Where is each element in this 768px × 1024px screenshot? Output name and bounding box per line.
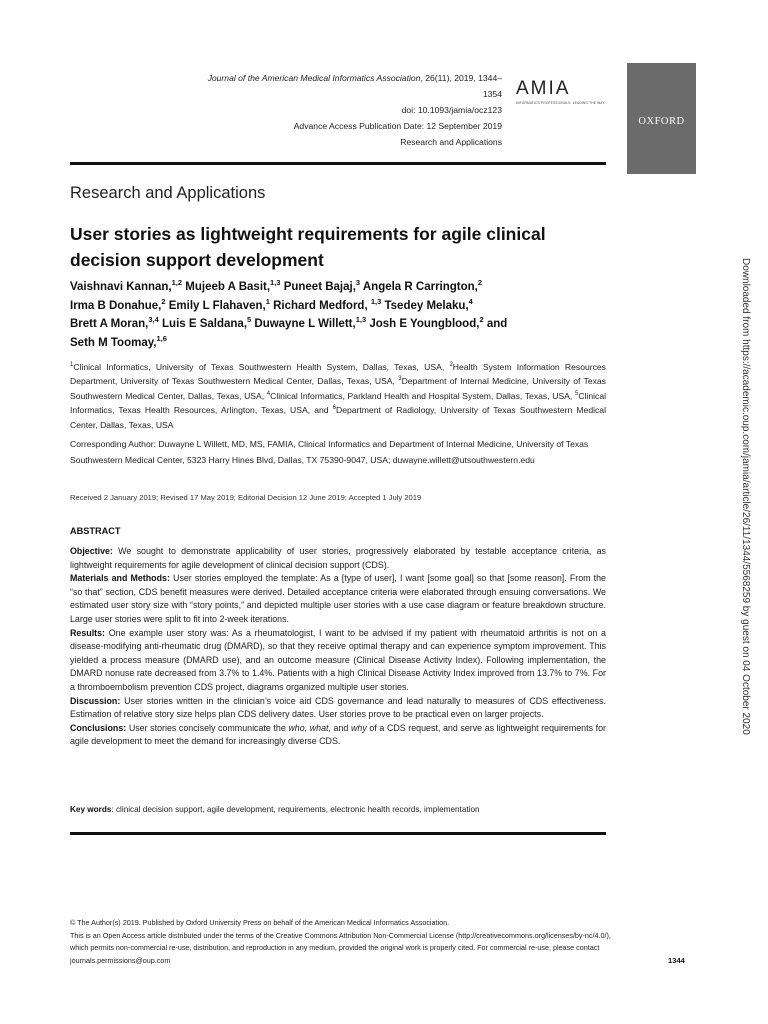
conclusions-text-a: User stories concisely communicate the <box>126 722 289 733</box>
objective-text: We sought to demonstrate applicability of user stories, progressively elaborated by testable acceptance criteria, as lightweight requirements for agile development of clinical decision support (CDS). <box>70 546 606 570</box>
results-text: One example user story was: As a rheumatologist, I want to be advised if my patient with rheumatoid arthritis is not on a disease-modifying anti-rheumatic drug (DMARD), so that they receive optimal therapy and can experience symptom improvement. This yielded a process measure (DMARD use), and an outcome measure (Clinical Disease Activity Index). Following implementation, the DMARD nonuse rate decreased from 3.7% to 1.4%. Patients with a high Clinical Disease Activity Index improved from 13.7% to 7%. For a thromboembolism prevention CDS project, diagrams organized multiple user stories. <box>70 627 606 692</box>
conclusions-text-c: of a CDS request, and serve as lightweight requirements for agile development to meet the demand for increasingly diverse CDS. <box>70 722 606 747</box>
permissions-email[interactable]: journals.permissions@oup.com <box>70 955 171 965</box>
abstract-objective <box>70 545 606 572</box>
affiliation-marker: 6 <box>332 405 336 412</box>
author-name: and <box>486 318 508 330</box>
author-name: Emily L Flahaven, <box>168 299 266 312</box>
abstract-body <box>70 545 606 749</box>
author-affiliation-marker: 5 <box>247 315 252 325</box>
abstract-heading: ABSTRACT <box>70 526 121 536</box>
methods-label: Materials and Methods: <box>70 573 170 584</box>
oxford-logo <box>627 63 696 174</box>
author-affiliation-marker: 2 <box>479 315 484 325</box>
author-affiliation-marker: 2 <box>161 296 166 306</box>
author-affiliation-marker: 1,6 <box>156 333 167 343</box>
license-line-2: This is an Open Access article distributed under the terms of the Creative Commons Attribution Non-Commercial License (http://creativecommons.org/licenses/by-nc/4.0/), <box>70 930 611 940</box>
methods-text: User stories employed the template: As a [type of user], I want [some goal] so that [some reason]. From the “so that” section, CDS benefit measures were derived. Detailed acceptance criteria were elaborated through ensuing conversations. We estimated user story size with “story points,” and depicted multiple user stories with a use case diagram or feature breakdown structure. Large user stories were split to fit into 2-week iterations. <box>70 573 606 624</box>
download-watermark <box>741 258 751 794</box>
author-name: Tsedey Melaku, <box>384 299 469 312</box>
download-note: Downloaded from https://academic.oup.com/jamia/article/26/11/1344/5568259 by guest on 04 October 2020 <box>740 258 751 735</box>
abstract-discussion <box>70 695 606 722</box>
author-name: Mujeeb A Basit, <box>185 281 271 293</box>
affiliation-text: Department of Internal Medicine, University of Texas Southwestern Medical Center, Dallas, Texas, USA, <box>70 376 606 401</box>
affiliation-text: Health System Information Resources Department, University of Texas Southwestern Medical Center, Dallas, Texas, USA, <box>70 362 606 387</box>
objective-label: Objective: <box>70 546 113 556</box>
copyright-line: © The Author(s) 2019. Published by Oxford University Press on behalf of the American Medical Informatics Association. <box>70 918 450 927</box>
abstract-results <box>70 627 606 695</box>
conclusions-text-b: and <box>330 722 351 733</box>
author-affiliation-marker: 1,2 <box>171 278 183 288</box>
abstract-conclusions <box>70 722 606 749</box>
conclusions-who: who, what, <box>288 722 331 733</box>
section-heading: Research and Applications <box>70 184 266 202</box>
author-name: Puneet Bajaj, <box>283 281 356 293</box>
affiliation-marker: 2 <box>449 362 453 369</box>
author-affiliation-marker: 3 <box>355 278 361 288</box>
article-type: Research and Applications <box>400 137 502 147</box>
author-affiliation-marker: 3,4 <box>148 315 159 325</box>
author-name: Vaishnavi Kannan, <box>70 281 172 293</box>
author-name: Brett A Moran, <box>70 318 149 330</box>
corresponding-author: Corresponding Author: Duwayne L Willett, MD, MS, FAMIA, Clinical Informatics and Department of Internal Medicine, University of Texas Southwestern Medical Center, 5323 Harry Hines Blvd, Dallas, TX 75390-9047, USA; duwayne.willett@utsouthwestern.edu <box>70 439 589 465</box>
affiliations <box>70 360 606 432</box>
author-affiliation-marker: 2 <box>477 278 483 288</box>
author-affiliation-marker: 1,3 <box>370 296 382 306</box>
affiliation-marker: 5 <box>574 390 579 397</box>
affiliation-text: Department of Radiology, University of Texas Southwestern Medical Center, Dallas, Texas, USA <box>70 405 606 430</box>
journal-citation <box>200 70 502 150</box>
top-divider <box>70 162 606 165</box>
conclusions-label: Conclusions: <box>70 722 127 733</box>
affiliation-text: Clinical Informatics, University of Texas Southwestern Health System, Dallas, Texas, USA, <box>73 362 450 372</box>
article-title: User stories as lightweight requirements for agile clinical decision support development <box>70 224 546 270</box>
keywords-list: : clinical decision support, agile development, requirements, electronic health records, implementation <box>111 805 480 814</box>
author-name: Angela R Carrington, <box>362 281 478 293</box>
author-affiliation-marker: 1 <box>265 296 270 306</box>
doi[interactable]: doi: 10.1093/jamia/ocz123 <box>401 105 502 115</box>
keywords <box>70 805 606 814</box>
discussion-text: User stories written in the clinician’s voice aid CDS governance and lead naturally to measures of CDS effectiveness. Estimation of relative story size helps plan CDS delivery dates. User stories prove to be practical even on larger projects. <box>70 695 606 720</box>
affiliation-marker: 4 <box>266 390 271 397</box>
author-affiliation-marker: 1,3 <box>270 278 281 288</box>
affiliation-marker: 1 <box>70 362 74 369</box>
author-name: Duwayne L Willett, <box>254 318 356 330</box>
author-affiliation-marker: 1,3 <box>355 315 367 325</box>
journal-issue-line <box>200 70 502 102</box>
abstract-methods <box>70 572 606 626</box>
author-name: Richard Medford, <box>273 299 371 312</box>
amia-logo <box>516 79 616 119</box>
oxford-wordmark: OXFORD <box>638 116 685 127</box>
keywords-label: Key words <box>70 805 112 814</box>
affiliation-text: Clinical Informatics, Parkland Health and Hospital System, Dallas, Texas, USA, <box>270 390 575 401</box>
amia-wordmark: AMIA <box>516 78 571 99</box>
results-label: Results: <box>70 627 106 638</box>
amia-tagline: INFORMATICS PROFESSIONALS. LEADING THE WAY. <box>516 101 606 105</box>
conclusions-why: why <box>350 722 367 733</box>
page-number: 1344 <box>668 956 685 965</box>
author-name: Luis E Saldana, <box>162 318 248 330</box>
license-notice <box>70 917 698 967</box>
author-name: Josh E Youngblood, <box>369 318 480 330</box>
journal-name: Journal of the American Medical Informatics Association <box>207 73 421 83</box>
bottom-divider <box>70 832 606 835</box>
advance-access-date: Advance Access Publication Date: 12 September 2019 <box>293 121 502 131</box>
journal-volume: , 26(11), 2019, 1344–1354 <box>420 73 502 99</box>
author-list <box>70 278 610 352</box>
license-line-3: which permits non-commercial re-use, distribution, and reproduction in any medium, provided the original work is properly cited. For commercial re-use, please contact <box>70 943 600 952</box>
author-name: Seth M Toomay, <box>70 336 157 349</box>
author-name: Irma B Donahue, <box>70 299 162 312</box>
discussion-label: Discussion: <box>70 695 121 706</box>
received-dates: Received 2 January 2019; Revised 17 May 2019; Editorial Decision 12 June 2019; Accepted 1 July 2019 <box>70 493 422 502</box>
affiliation-text: Clinical Informatics, Texas Health Resources, Arlington, Texas, USA, and <box>70 390 607 416</box>
affiliation-marker: 3 <box>398 376 402 383</box>
author-affiliation-marker: 4 <box>468 296 473 306</box>
